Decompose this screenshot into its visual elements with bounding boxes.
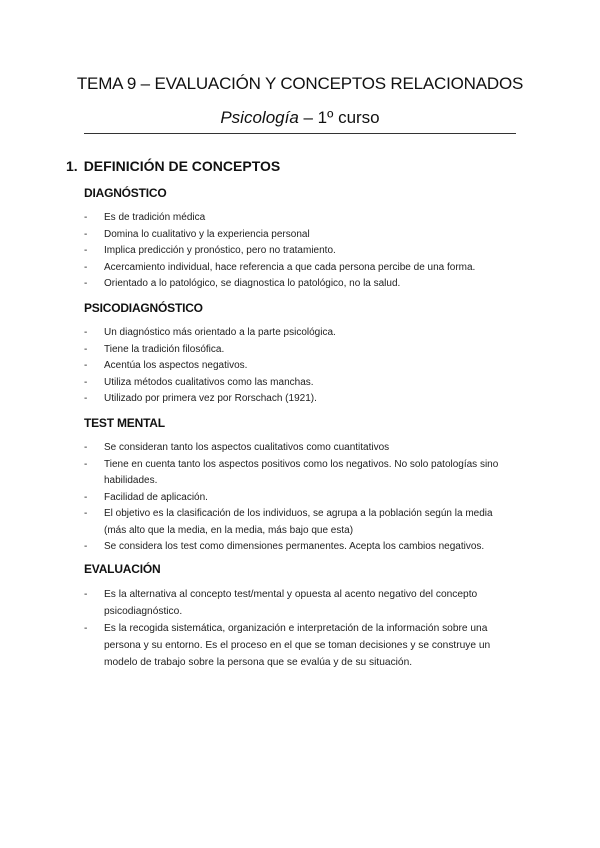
list-item (84, 391, 516, 408)
subsection-heading-psicodiagnostico: PSICODIAGNÓSTICO (84, 301, 203, 315)
bullet-dash: - (84, 327, 88, 338)
list-item-text: Implica predicción y pronóstico, pero no tratamiento. (104, 245, 336, 256)
list-item-text: Domina lo cualitativo y la experiencia personal (104, 228, 310, 240)
list-item-text: Acercamiento individual, hace referencia a que cada persona percibe de una forma. (104, 261, 476, 273)
bullet-dash: - (84, 278, 88, 289)
list-item (84, 227, 516, 244)
title-underline (84, 133, 516, 134)
list-item (84, 342, 516, 359)
subsection-heading-diagnostico: DIAGNÓSTICO (84, 186, 167, 200)
list-item (84, 260, 516, 277)
bullet-dash: - (84, 458, 88, 470)
list-item (84, 506, 516, 539)
psicodiagnostico-list (84, 325, 516, 408)
list-item-text: Tiene en cuenta tanto los aspectos positivos como los negativos. No solo patologías sino habilidades. (104, 458, 499, 486)
bullet-dash: - (84, 212, 88, 223)
bullet-dash: - (84, 491, 88, 503)
list-item-text: Un diagnóstico más orientado a la parte psicológica. (104, 327, 336, 338)
diagnostico-list (84, 210, 516, 293)
list-item (84, 276, 516, 293)
list-item-text: Se considera los test como dimensiones permanentes. Acepta los cambios negativos. (104, 541, 485, 552)
bullet-dash: - (84, 541, 88, 552)
list-item (84, 586, 516, 620)
bullet-dash: - (84, 623, 88, 634)
list-item (84, 440, 516, 457)
list-item (84, 358, 516, 375)
bullet-dash: - (84, 261, 88, 273)
bullet-dash: - (84, 442, 88, 453)
list-item-text: Es la recogida sistemática, organización e interpretación de la información sobre una persona y su entorno. Es el proceso en el que se toman decisiones y se construye un modelo de trabajo sobre la persona que se evalúa y de su situación. (104, 623, 491, 668)
list-item-text: Es de tradición médica (104, 212, 206, 223)
document-subtitle (0, 108, 600, 128)
section-title: DEFINICIÓN DE CONCEPTOS (83, 158, 281, 174)
list-item-text: Se consideran tanto los aspectos cualitativos como cuantitativos (104, 442, 390, 453)
list-item-text: Utilizado por primera vez por Rorschach (1921). (104, 393, 317, 404)
evaluacion-list (84, 586, 516, 671)
bullet-dash: - (84, 508, 88, 519)
bullet-dash: - (84, 228, 88, 240)
section-heading (66, 158, 280, 174)
subsection-heading-test-mental: TEST MENTAL (84, 416, 165, 430)
subject-name: Psicología (220, 108, 299, 127)
list-item (84, 375, 516, 392)
list-item-text: Utiliza métodos cualitativos como las manchas. (104, 376, 314, 388)
list-item-text: Orientado a lo patológico, se diagnostica lo patológico, no la salud. (104, 278, 401, 289)
list-item (84, 457, 516, 490)
test-mental-list (84, 440, 516, 556)
list-item (84, 620, 516, 671)
list-item (84, 539, 516, 556)
bullet-dash: - (84, 589, 88, 600)
list-item-text: Facilidad de aplicación. (104, 491, 208, 503)
section-number: 1. (66, 158, 78, 174)
list-item (84, 210, 516, 227)
list-item (84, 243, 516, 260)
bullet-dash: - (84, 343, 88, 355)
list-item (84, 490, 516, 507)
list-item-text: Acentúa los aspectos negativos. (104, 360, 248, 371)
bullet-dash: - (84, 245, 88, 256)
bullet-dash: - (84, 376, 88, 388)
bullet-dash: - (84, 393, 88, 404)
list-item-text: Tiene la tradición filosófica. (104, 343, 225, 355)
subsection-heading-evaluacion: EVALUACIÓN (84, 562, 161, 576)
list-item-text: El objetivo es la clasificación de los individuos, se agrupa a la población según la media (más alto que la media, en la media, más bajo que esta) (104, 508, 493, 536)
course-label: – 1º curso (298, 108, 380, 127)
list-item (84, 325, 516, 342)
bullet-dash: - (84, 360, 88, 371)
document-title: TEMA 9 – EVALUACIÓN Y CONCEPTOS RELACIONADOS (76, 74, 524, 93)
list-item-text: Es la alternativa al concepto test/mental y opuesta al acento negativo del concepto psicodiagnóstico. (104, 589, 478, 617)
